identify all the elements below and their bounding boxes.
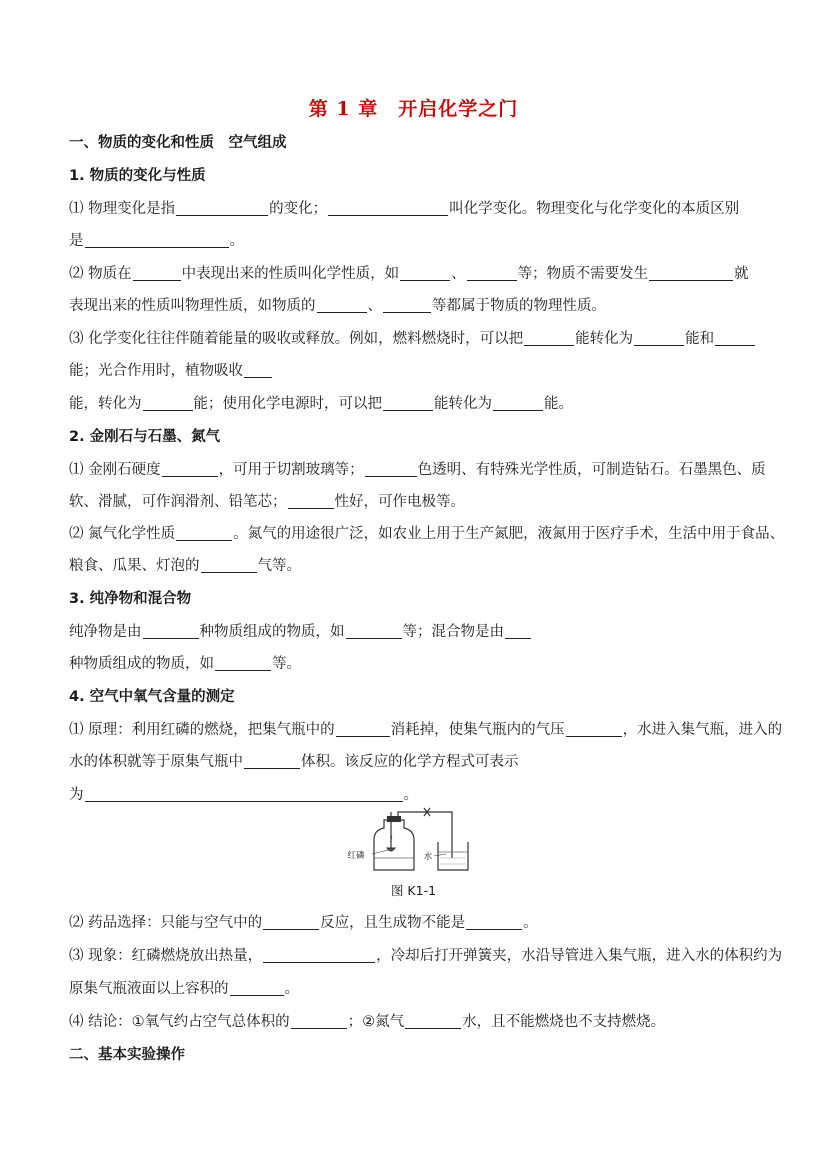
answer-blank[interactable] (524, 329, 574, 346)
answer-blank[interactable] (143, 394, 193, 411)
answer-blank[interactable] (467, 264, 517, 281)
answer-blank[interactable] (493, 394, 543, 411)
answer-blank[interactable] (365, 460, 417, 477)
answer-blank[interactable] (291, 1012, 347, 1029)
paragraph-1-line-2: 是 。 (69, 233, 244, 249)
answer-blank[interactable] (215, 654, 271, 671)
paragraph-3-line-2: 能；光合作用时，植物吸收 (69, 361, 769, 381)
answer-blank[interactable] (263, 946, 375, 963)
beaker-icon (438, 842, 468, 870)
paragraph-4-line-1: ⑴ 金刚石硬度 ，可用于切割玻璃等； 色透明、有特殊光学性质，可制造钻石。石墨黑色、质 (69, 462, 766, 478)
answer-blank[interactable] (176, 199, 268, 216)
answer-blank[interactable] (143, 622, 199, 639)
answer-blank[interactable] (715, 329, 755, 346)
answer-blank[interactable] (201, 556, 257, 573)
subsection-heading-1: 1. 物质的变化与性质 (69, 168, 206, 184)
chapter-title: 第 1 章 开启化学之门 (308, 98, 519, 120)
paragraph-1-line-1: ⑴ 物理变化是指 的变化； 叫化学变化。物理变化与化学变化的本质区别 (69, 201, 740, 217)
answer-blank[interactable] (634, 329, 684, 346)
paragraph-2-line-1: ⑵ 物质在 中表现出来的性质叫化学性质，如 、 等；物质不需要发生 就 (69, 266, 749, 282)
paragraph-3-line-3: 能，转化为 能；使用化学电源时，可以把 能转化为 能。 (69, 396, 573, 412)
paragraph-7-line-2: 水的体积就等于原集气瓶中 体积。该反应的化学方程式可表示 (69, 754, 519, 770)
paragraph-5-line-1: ⑵ 氮气化学性质 。氮气的用途很广泛，如农业上用于生产氮肥，液氮用于医疗手术，生活中用于食品、 (69, 526, 785, 542)
answer-blank[interactable] (328, 199, 448, 216)
paragraph-8: ⑵ 药品选择：只能与空气中的 反应，且生成物不能是 。 (69, 915, 538, 931)
section-heading-1: 一、物质的变化和性质 空气组成 (69, 135, 287, 151)
stopper (387, 816, 401, 822)
answer-blank[interactable] (288, 492, 334, 509)
paragraph-3-line-1: ⑶ 化学变化往往伴随着能量的吸收或释放。例如，燃料燃烧时，可以把 能转化为 能和 (69, 329, 769, 349)
paragraph-2-line-2: 表现出来的性质叫物理性质，如物质的 、 等都属于物质的物理性质。 (69, 298, 606, 314)
label-water: 水 (423, 852, 433, 862)
answer-blank[interactable] (336, 720, 390, 737)
answer-blank[interactable] (505, 622, 531, 639)
subsection-heading-4: 4. 空气中氧气含量的测定 (69, 689, 235, 705)
answer-blank[interactable] (405, 1012, 461, 1029)
subsection-heading-2: 2. 金刚石与石墨、氮气 (69, 429, 221, 445)
paragraph-9-line-2: 原集气瓶液面以上容积的 。 (69, 981, 299, 997)
answer-blank[interactable] (230, 979, 284, 996)
answer-blank[interactable] (346, 622, 402, 639)
answer-blank[interactable] (400, 264, 450, 281)
answer-blank[interactable] (466, 913, 522, 930)
answer-blank[interactable] (85, 231, 229, 248)
label-red-phosphorus: 红磷 (347, 851, 365, 861)
answer-blank[interactable] (263, 913, 319, 930)
paragraph-6-line-2: 种物质组成的物质，如 等。 (69, 656, 301, 672)
paragraph-4-line-2: 软、滑腻，可作润滑剂、铅笔芯； 性好，可作电极等。 (69, 494, 465, 510)
answer-blank[interactable] (649, 264, 733, 281)
answer-blank[interactable] (176, 524, 232, 541)
paragraph-6-line-1: 纯净物是由 种物质组成的物质，如 等；混合物是由 (69, 622, 769, 642)
answer-blank[interactable] (133, 264, 181, 281)
section-heading-2: 二、基本实验操作 (69, 1047, 185, 1063)
paragraph-7-line-3: 为 。 (69, 787, 418, 803)
apparatus-figure (347, 808, 480, 878)
paragraph-5-line-2: 粮食、瓜果、灯泡的 气等。 (69, 558, 301, 574)
answer-blank[interactable] (383, 394, 433, 411)
figure-caption: 图 K1-1 (390, 883, 437, 898)
subsection-heading-3: 3. 纯净物和混合物 (69, 591, 192, 607)
answer-blank[interactable] (566, 720, 622, 737)
paragraph-10: ⑷ 结论：①氧气约占空气总体积的 ；②氮气 水，且不能燃烧也不支持燃烧。 (69, 1014, 666, 1030)
answer-blank[interactable] (162, 460, 218, 477)
answer-blank[interactable] (383, 296, 431, 313)
answer-blank[interactable] (317, 296, 367, 313)
answer-blank[interactable] (244, 752, 300, 769)
answer-blank[interactable] (244, 361, 272, 378)
answer-blank[interactable] (85, 785, 403, 802)
paragraph-7-line-1: ⑴ 原理：利用红磷的燃烧，把集气瓶中的 消耗掉，使集气瓶内的气压 ，水进入集气瓶，进入的 (69, 722, 783, 738)
paragraph-9-line-1: ⑶ 现象：红磷燃烧放出热量， ，冷却后打开弹簧夹，水沿导管进入集气瓶，进入水的体积约为 (69, 948, 783, 964)
